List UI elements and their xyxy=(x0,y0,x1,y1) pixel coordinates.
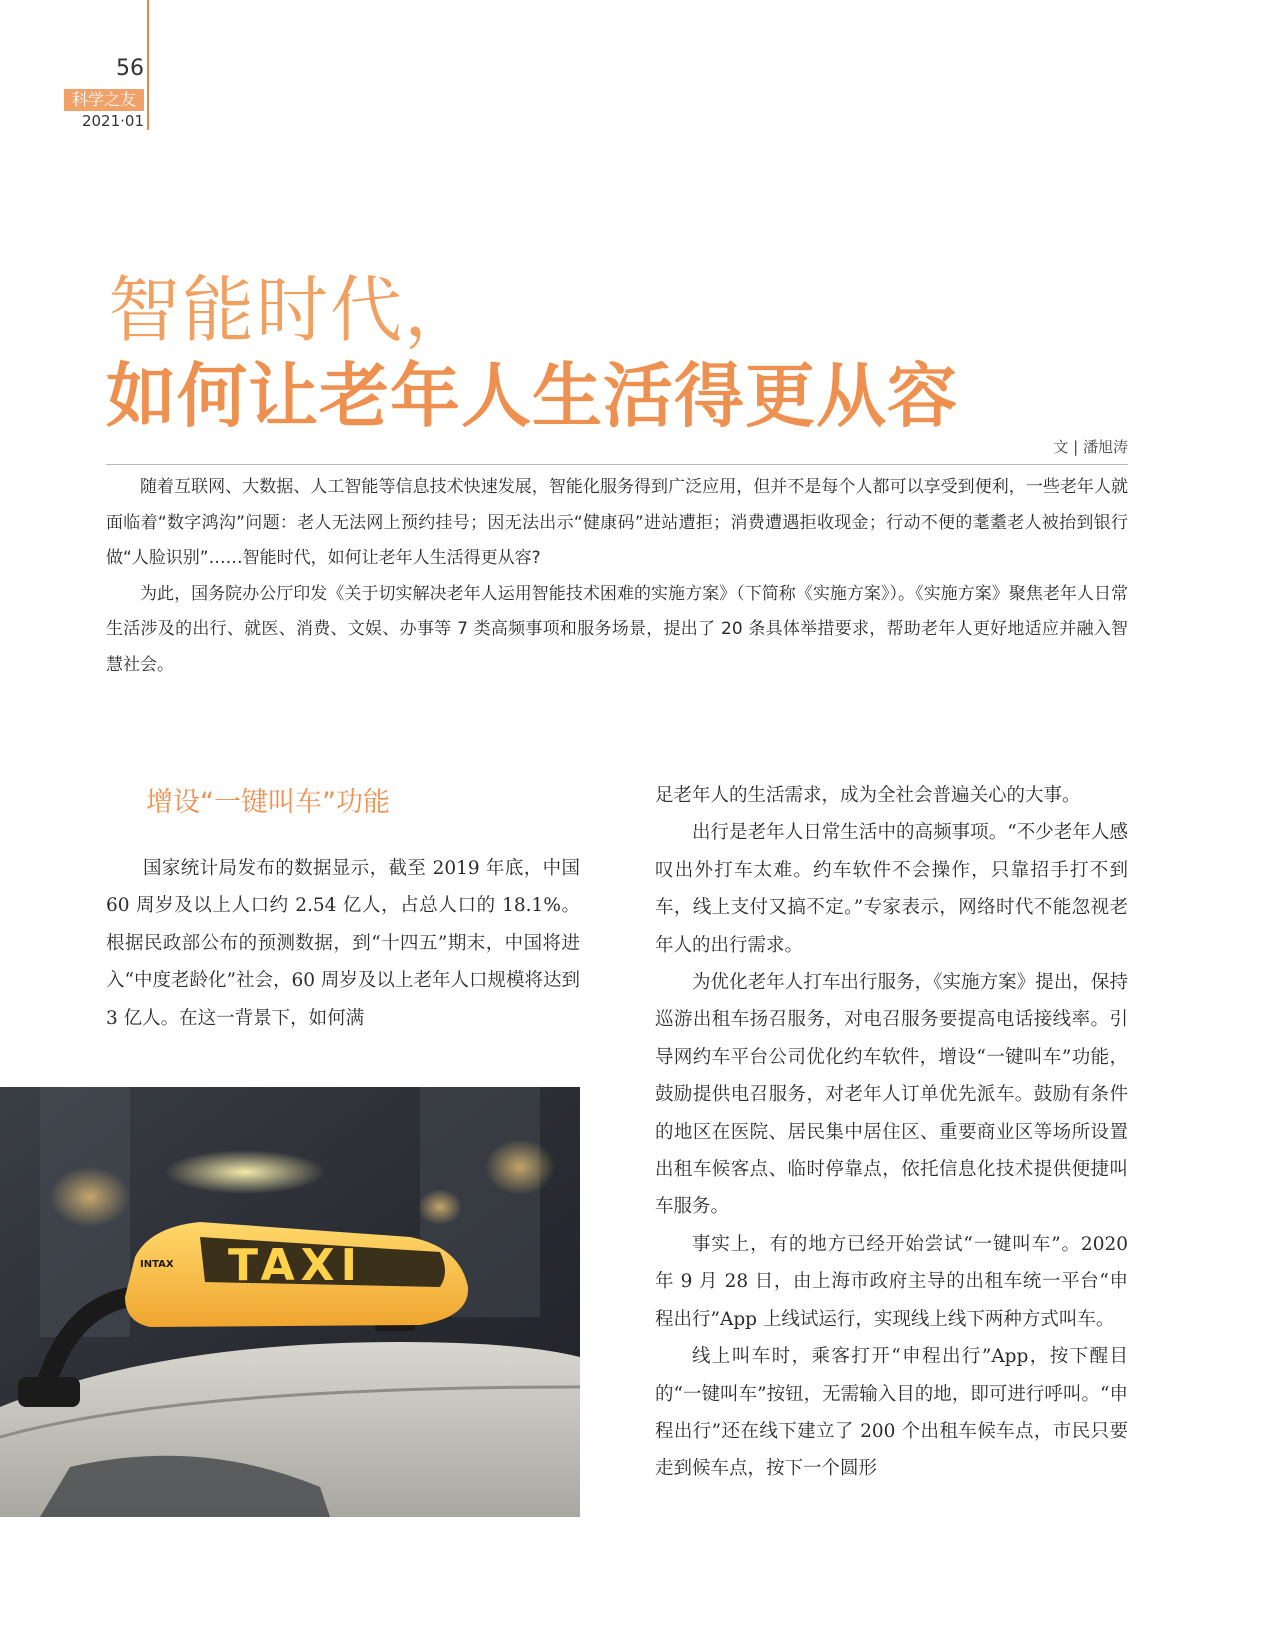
article-title-line-1: 智能时代， xyxy=(108,268,479,352)
taxi-sign-text: TAXI xyxy=(228,1240,363,1291)
issue-date: 2021·01 xyxy=(81,112,144,130)
author-byline: 文 | 潘旭涛 xyxy=(1053,438,1128,456)
taxi-sign-brand: INTAX xyxy=(140,1259,174,1270)
taxi-photo xyxy=(0,1087,580,1517)
right-column xyxy=(655,777,1128,1488)
left-column xyxy=(106,850,580,1037)
lead-paragraph: 为此，国务院办公厅印发《关于切实解决老年人运用智能技术困难的实施方案》（下简称《实施方案》）。《实施方案》聚焦老年人日常生活涉及的出行、就医、消费、文娱、办事等 7 类高频事项和服务场景，提出了 20 条具体举措要求，帮助老年人更好地适应并融入智慧社会。 xyxy=(106,583,1128,675)
page-number: 56 xyxy=(116,56,144,81)
body-paragraph: 事实上，有的地方已经开始尝试“一键叫车”。2020 年 9 月 28 日，由上海市政府主导的出租车统一平台“申程出行”App 上线试运行，实现线上线下两种方式叫车。 xyxy=(655,1233,1128,1330)
lead-paragraph: 随着互联网、大数据、人工智能等信息技术快速发展，智能化服务得到广泛应用，但并不是每个人都可以享受到便利，一些老年人就面临着“数字鸿沟”问题：老人无法网上预约挂号；因无法出示“健康码”进站遭拒；消费遭遇拒收现金；行动不便的耄耋老人被抬到银行做“人脸识别”……智能时代，如何让老年人生活得更从容? xyxy=(106,477,1128,568)
body-paragraph: 线上叫车时，乘客打开“申程出行”App，按下醒目的“一键叫车”按钮，无需输入目的地，即可进行呼叫。“申程出行”还在线下建立了 200 个出租车候车点，市民只要走到候车点，按下一个圆形 xyxy=(655,1346,1128,1480)
body-paragraph: 国家统计局发布的数据显示，截至 2019 年底，中国 60 周岁及以上人口约 2.54 亿人，占总人口的 18.1%。根据民政部公布的预测数据，到“十四五”期末，中国将进入“中度老龄化”社会，60 周岁及以上老年人口规模将达到 3 亿人。在这一背景下，如何满 xyxy=(106,858,580,1029)
body-paragraph: 为优化老年人打车出行服务，《实施方案》提出，保持巡游出租车扬召服务，对电召服务要提高电话接线率。引导网约车平台公司优化约车软件，增设“一键叫车”功能，鼓励提供电召服务，对老年人订单优先派车。鼓励有条件的地区在医院、居民集中居住区、重要商业区等场所设置出租车候客点、临时停靠点，依托信息化技术提供便捷叫车服务。 xyxy=(655,972,1128,1218)
body-paragraph-continuation: 足老年人的生活需求，成为全社会普遍关心的大事。 xyxy=(655,785,1081,806)
magazine-name-badge: 科学之友 xyxy=(64,89,144,111)
lead-paragraphs xyxy=(106,470,1128,683)
header-divider xyxy=(147,0,149,130)
body-paragraph: 出行是老年人日常生活中的高频事项。“不少老年人感叹出外打车太难。约车软件不会操作，只靠招手打不到车，线上支付又搞不定。”专家表示，网络时代不能忽视老年人的出行需求。 xyxy=(655,822,1128,956)
section-heading: 增设“一键叫车”功能 xyxy=(146,787,390,818)
article-title-line-2: 如何让老年人生活得更从容 xyxy=(106,355,958,437)
lead-divider xyxy=(106,464,1128,465)
